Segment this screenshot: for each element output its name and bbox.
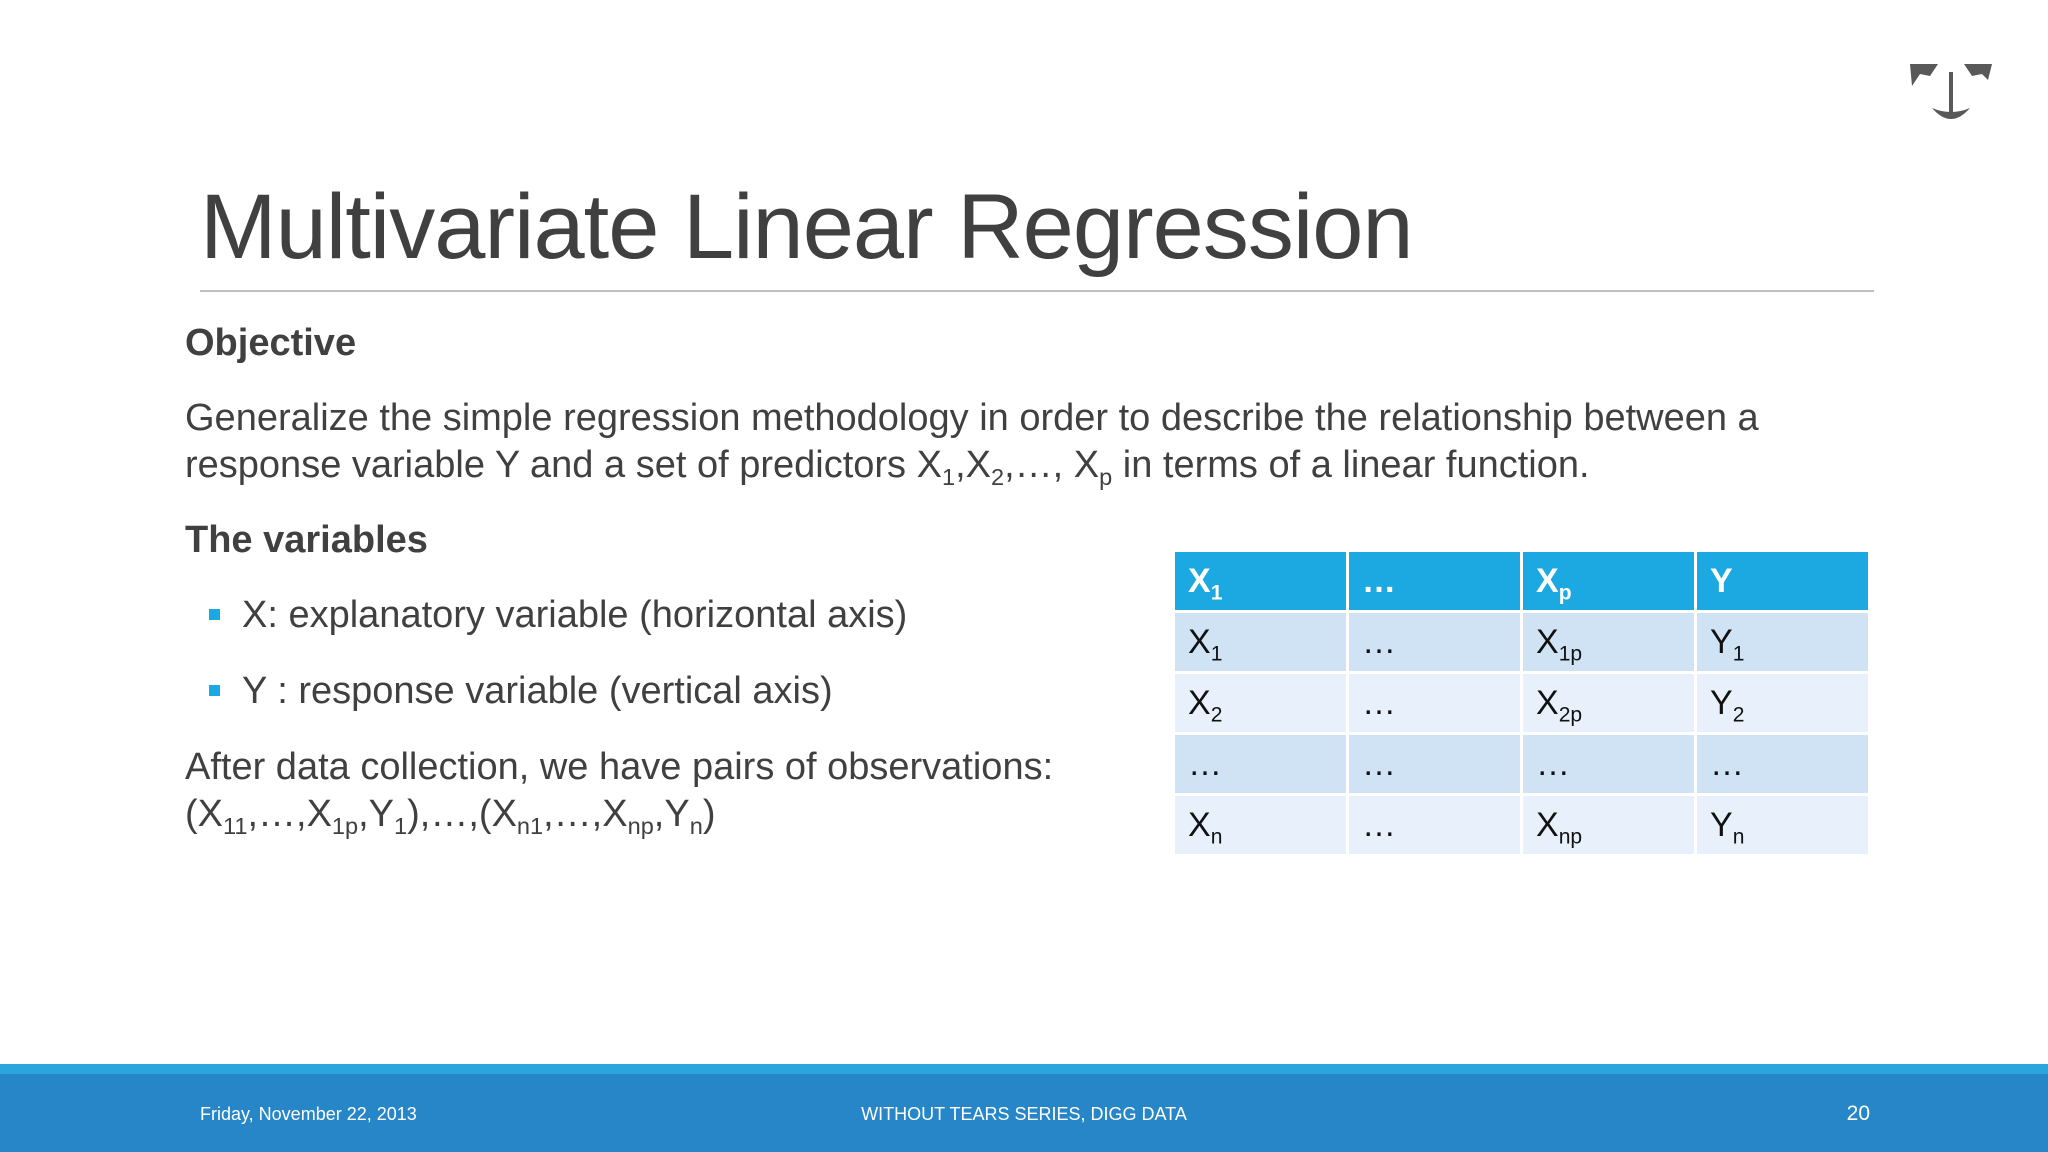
- objective-heading: Objective: [185, 322, 357, 364]
- table-row: [1175, 735, 1868, 793]
- footer-series-title: WITHOUT TEARS SERIES, DIGG DATA: [861, 1104, 1187, 1124]
- square-bullet-icon: [209, 685, 220, 696]
- table-row: [1175, 613, 1868, 671]
- table-cell: …: [1349, 552, 1520, 610]
- table-cell: $X_n$: [1175, 796, 1346, 854]
- table-cell: $X_1$: [1175, 552, 1346, 610]
- table-cell: $X_p$: [1523, 552, 1694, 610]
- table-cell: $Y_2$: [1697, 674, 1868, 732]
- table-cell: …: [1349, 735, 1520, 793]
- table-cell: $X_2$: [1175, 674, 1346, 732]
- variables-table: [1172, 549, 1871, 857]
- table-cell: …: [1349, 674, 1520, 732]
- objective-line-1: Generalize the simple regression methodology in order to describe the relationship between a: [185, 397, 1759, 439]
- observations-line-1: After data collection, we have pairs of observations:: [185, 746, 1054, 788]
- objective-paragraph: [185, 395, 1759, 491]
- scales-logo-icon: [1908, 58, 1994, 124]
- list-item: X: explanatory variable (horizontal axis): [185, 592, 1125, 639]
- title-divider: [200, 290, 1874, 292]
- observations-paragraph: [185, 744, 1125, 838]
- table-cell: $Y_1$: [1697, 613, 1868, 671]
- table-header-row: [1175, 552, 1868, 610]
- slide-title: Multivariate Linear Regression: [200, 176, 1413, 278]
- table-cell: …: [1697, 735, 1868, 793]
- variables-heading: The variables: [185, 519, 428, 561]
- square-bullet-icon: [209, 609, 220, 620]
- table-cell: …: [1349, 613, 1520, 671]
- table-cell: $X_{1p}$: [1523, 613, 1694, 671]
- list-item: Y : response variable (vertical axis): [185, 668, 1125, 715]
- objective-line-2: response variable Y and a set of predictors $X_1,X_2,\dots$, $X_p$ in terms of a linear function.: [185, 444, 1590, 491]
- table-cell: …: [1349, 796, 1520, 854]
- variables-list: [185, 592, 1125, 715]
- table-cell: Y: [1697, 552, 1868, 610]
- footer-accent-strip: [0, 1064, 2048, 1074]
- table-row: [1175, 796, 1868, 854]
- observations-line-2: $(X_{11},\dots,X_{1p},Y_1),\dots,(X_{n1},\dots,X_{np},Y_n)$: [185, 793, 716, 840]
- footer-date: Friday, November 22, 2013: [200, 1104, 417, 1124]
- footer-bar: [0, 1074, 2048, 1152]
- table-cell: $X_{np}$: [1523, 796, 1694, 854]
- page-number: 20: [1846, 1102, 1870, 1125]
- table-cell: …: [1175, 735, 1346, 793]
- table-row: [1175, 674, 1868, 732]
- table-cell: $X_1$: [1175, 613, 1346, 671]
- table-cell: $Y_n$: [1697, 796, 1868, 854]
- table-cell: $X_{2p}$: [1523, 674, 1694, 732]
- table-cell: …: [1523, 735, 1694, 793]
